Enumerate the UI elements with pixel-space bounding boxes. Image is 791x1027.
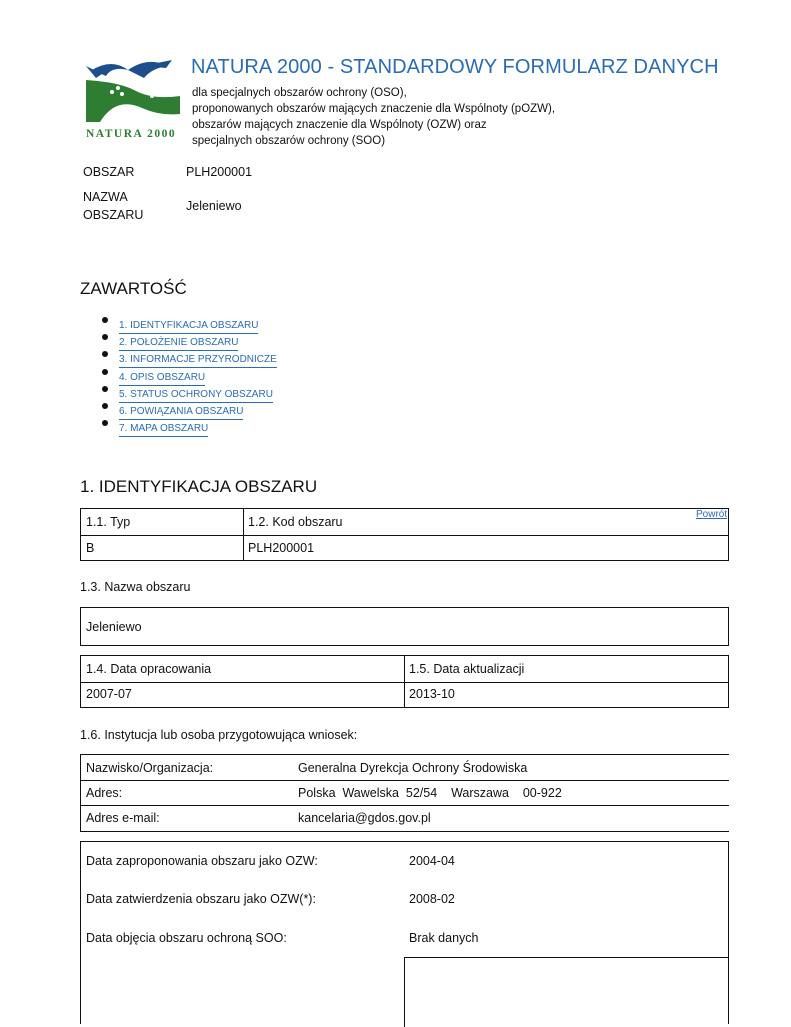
toc-item <box>100 332 277 349</box>
site-code-value: PLH200001 <box>248 541 315 555</box>
confirmed-sci-label: Data zatwierdzenia obszaru jako OZW(*): <box>86 892 316 906</box>
address-value: Polska Wawelska 52/54 Warszawa 00-922 <box>298 786 562 800</box>
site-name-label: NAZWA OBSZARU <box>83 190 144 222</box>
toc-link-site-relations[interactable]: 6. POWIĄZANIA OBSZARU <box>119 406 243 420</box>
address-label: Adres: <box>86 786 123 800</box>
toc-item <box>100 315 277 332</box>
toc-link-site-map[interactable]: 7. MAPA OBSZARU <box>119 423 208 437</box>
toc-link-protection-status[interactable]: 5. STATUS OCHRONY OBSZARU <box>119 389 273 403</box>
type-code-table <box>80 508 729 561</box>
compilation-date-label: 1.4. Data opracowania <box>86 662 212 676</box>
site-name-value: Jeleniewo <box>186 199 242 213</box>
section-heading-identification: 1. IDENTYFIKACJA OBSZARU <box>80 477 318 496</box>
bullet-icon <box>102 369 108 375</box>
update-date-label: 1.5. Data aktualizacji <box>409 662 525 676</box>
designation-dates-box <box>80 841 729 1024</box>
proposed-sci-value: 2004-04 <box>409 854 455 868</box>
toc-link-ecological-info[interactable]: 3. INFORMACJE PRZYRODNICZE <box>119 354 277 368</box>
bullet-icon <box>102 386 108 392</box>
bullet-icon <box>102 334 108 340</box>
compilation-date-value: 2007-07 <box>86 687 132 701</box>
sac-date-value: Brak danych <box>409 931 479 945</box>
email-value: kancelaria@gdos.gov.pl <box>298 811 431 825</box>
site-name-heading: 1.3. Nazwa obszaru <box>80 580 191 594</box>
page-subtitle: dla specjalnych obszarów ochrony (OSO), proponowanych obszarów mających znaczenie dla Wspólnoty (pOZW), obszarów mających znaczenie dla Wspólnoty (OZW) oraz specjalnych obszarów ochrony (SOO) <box>192 87 556 147</box>
toc-item <box>100 384 277 401</box>
confirmed-sci-value: 2008-02 <box>409 892 455 906</box>
toc-item <box>100 367 277 384</box>
organisation-label: Nazwisko/Organizacja: <box>86 761 214 775</box>
organisation-value: Generalna Dyrekcja Ochrony Środowiska <box>298 761 528 775</box>
contents-list <box>100 315 277 435</box>
dates-table <box>80 655 729 708</box>
site-code-value: PLH200001 <box>186 165 253 179</box>
back-link[interactable]: Powrót <box>696 509 728 520</box>
bullet-icon <box>102 317 108 323</box>
toc-link-site-description[interactable]: 4. OPIS OBSZARU <box>119 372 205 386</box>
bullet-icon <box>102 351 108 357</box>
empty-cell <box>404 957 729 1027</box>
toc-link-location[interactable]: 2. POŁOŻENIE OBSZARU <box>119 337 238 351</box>
email-label: Adres e-mail: <box>86 811 160 825</box>
natura-2000-logo <box>82 56 185 140</box>
toc-item <box>100 401 277 418</box>
page-title: NATURA 2000 - STANDARDOWY FORMULARZ DANYCH <box>191 56 719 78</box>
proposed-sci-label: Data zaproponowania obszaru jako OZW: <box>86 854 318 868</box>
respondent-table <box>80 754 729 832</box>
site-code-label: OBSZAR <box>83 165 135 179</box>
respondent-heading: 1.6. Instytucja lub osoba przygotowująca wniosek: <box>80 728 358 742</box>
site-type-value: B <box>86 541 95 555</box>
logo-lettering: NATURA 2000 <box>86 128 177 140</box>
site-type-label: 1.1. Typ <box>86 515 131 529</box>
toc-link-identification[interactable]: 1. IDENTYFIKACJA OBSZARU <box>119 320 258 334</box>
sac-date-label: Data objęcia obszaru ochroną SOO: <box>86 931 287 945</box>
contents-heading: ZAWARTOŚĆ <box>80 279 187 298</box>
toc-item <box>100 418 277 435</box>
site-name-value: Jeleniewo <box>86 620 142 634</box>
update-date-value: 2013-10 <box>409 687 455 701</box>
bullet-icon <box>102 403 108 409</box>
toc-item <box>100 349 277 366</box>
site-name-box <box>80 607 729 646</box>
site-code-label: 1.2. Kod obszaru <box>248 515 343 529</box>
bullet-icon <box>102 420 108 426</box>
